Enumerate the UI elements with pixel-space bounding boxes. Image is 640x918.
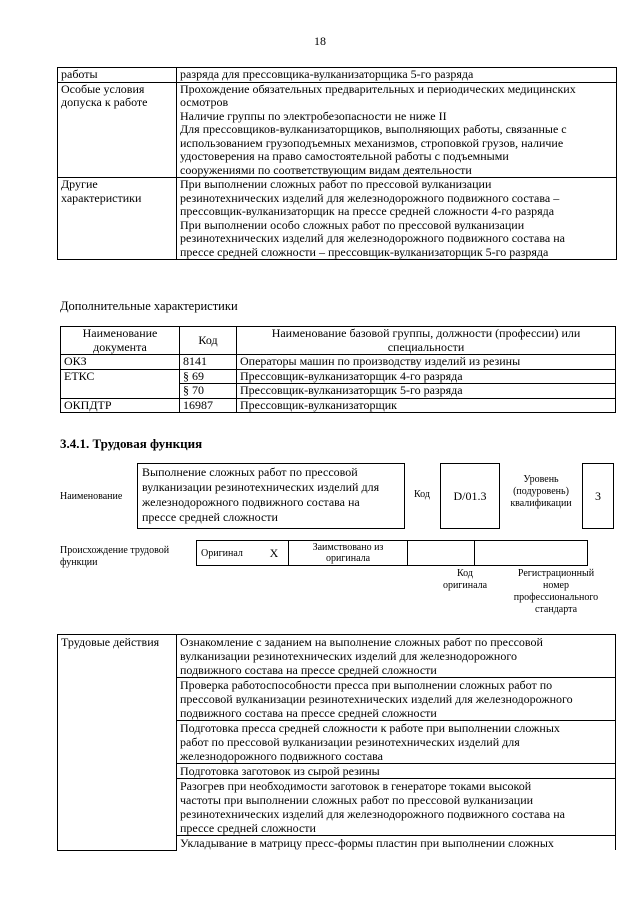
table-row <box>58 178 617 260</box>
code-original-caption: Код оригинала <box>442 568 488 591</box>
row-text: При выполнении сложных работ по прессовой вулканизации резинотехнических изделий для железнодорожного подвижного состава – прессовщик-вулканизаторщик на прессе средней сложности 4-го разряда При выполнении особо сложных работ по прессовой вулканизации резинотехнических изделий для железнодорожного подвижного состава на прессе средней сложности – прессовщик-вулканизаторщик 5-го разряда <box>177 178 617 260</box>
labor-action-item: Укладывание в матрицу пресс-формы пластин при выполнении сложных <box>177 836 616 851</box>
labor-action-item: Разогрев при необходимости заготовок в генераторе токами высокой частоты при выполнении сложных работ по прессовой вулканизации резинотехнических изделий для железнодорожного подвижного состава на прессе средней сложности <box>177 779 616 836</box>
code-label: Код <box>414 489 430 500</box>
additional-title: Дополнительные характеристики <box>60 299 238 313</box>
cell-doc: ЕТКС <box>61 369 180 398</box>
header-name: Наименование базовой группы, должности (профессии) или специальности <box>237 327 616 355</box>
original-mark: X <box>260 541 289 566</box>
row-text: разряда для прессовщика-вулканизаторщика 5-го разряда <box>177 68 617 83</box>
cell-doc: ОКПДТР <box>61 398 180 413</box>
row-label: Другие характеристики <box>58 178 177 260</box>
cell-name: Операторы машин по производству изделий из резины <box>237 355 616 370</box>
table-row <box>61 355 616 370</box>
table-header-row <box>61 327 616 355</box>
header-doc: Наименование документа <box>61 327 180 355</box>
borrowed-cell: Заимствовано из оригинала <box>289 541 408 566</box>
table-row <box>197 541 588 566</box>
table-row <box>58 68 617 83</box>
level-box: 3 <box>582 463 614 529</box>
labor-action-item: Проверка работоспособности пресса при выполнении сложных работ по прессовой вулканизации резинотехнических изделий для железнодорожного подвижного состава на прессе средней сложности <box>177 678 616 721</box>
table-row <box>58 82 617 178</box>
header-code: Код <box>180 327 237 355</box>
code-original-cell <box>408 541 475 566</box>
row-label: Особые условия допуска к работе <box>58 82 177 178</box>
additional-table <box>60 326 616 413</box>
page-number: 18 <box>314 34 326 48</box>
labor-action-item: Ознакомление с заданием на выполнение сложных работ по прессовой вулканизации резинотехнических изделий для железнодорожного подвижного состава на прессе средней сложности <box>177 635 616 678</box>
cell-code: 8141 <box>180 355 237 370</box>
reg-number-caption: Регистрационный номер профессионального стандарта <box>513 568 599 615</box>
level-label: Уровень (подуровень) квалификации <box>510 474 572 509</box>
cell-doc: ОКЗ <box>61 355 180 370</box>
cell-code: § 69 <box>180 369 237 384</box>
cell-name: Прессовщик-вулканизаторщик 4-го разряда <box>237 369 616 384</box>
function-name-box: Выполнение сложных работ по прессовой вулканизации резинотехнических изделий для железнодорожного подвижного состава на прессе средней сложности <box>137 463 405 529</box>
labor-action-item: Подготовка заготовок из сырой резины <box>177 764 616 779</box>
original-cell: Оригинал <box>197 541 261 566</box>
cell-code: § 70 <box>180 384 237 399</box>
reg-number-cell <box>475 541 588 566</box>
labor-action-item: Подготовка пресса средней сложности к работе при выполнении сложных работ по прессовой вулканизации резинотехнических изделий для железнодорожного подвижного состава <box>177 721 616 764</box>
row-text: Прохождение обязательных предварительных и периодических медицинских осмотров Наличие группы по электробезопасности не ниже II Для прессовщиков-вулканизаторщиков, выполняющих работы, связанные с использованием грузоподъемных механизмов, строповкой грузов, наличие удостоверения на право самостоятельной работы с подъемными сооружениями по соответствующим видам деятельности <box>177 82 617 178</box>
function-code-box: D/01.3 <box>440 463 500 529</box>
labor-actions-label: Трудовые действия <box>58 635 177 851</box>
characteristics-table <box>57 67 617 260</box>
name-label: Наименование <box>60 491 123 502</box>
table-row <box>61 398 616 413</box>
cell-name: Прессовщик-вулканизаторщик <box>237 398 616 413</box>
cell-name: Прессовщик-вулканизаторщик 5-го разряда <box>237 384 616 399</box>
labor-actions-table <box>57 634 616 851</box>
table-row <box>61 369 616 384</box>
cell-code: 16987 <box>180 398 237 413</box>
origin-label: Происхождение трудовой функции <box>60 545 170 568</box>
origin-table <box>196 540 588 566</box>
row-label: работы <box>58 68 177 83</box>
table-row <box>58 635 616 678</box>
section-title: 3.4.1. Трудовая функция <box>60 436 203 451</box>
